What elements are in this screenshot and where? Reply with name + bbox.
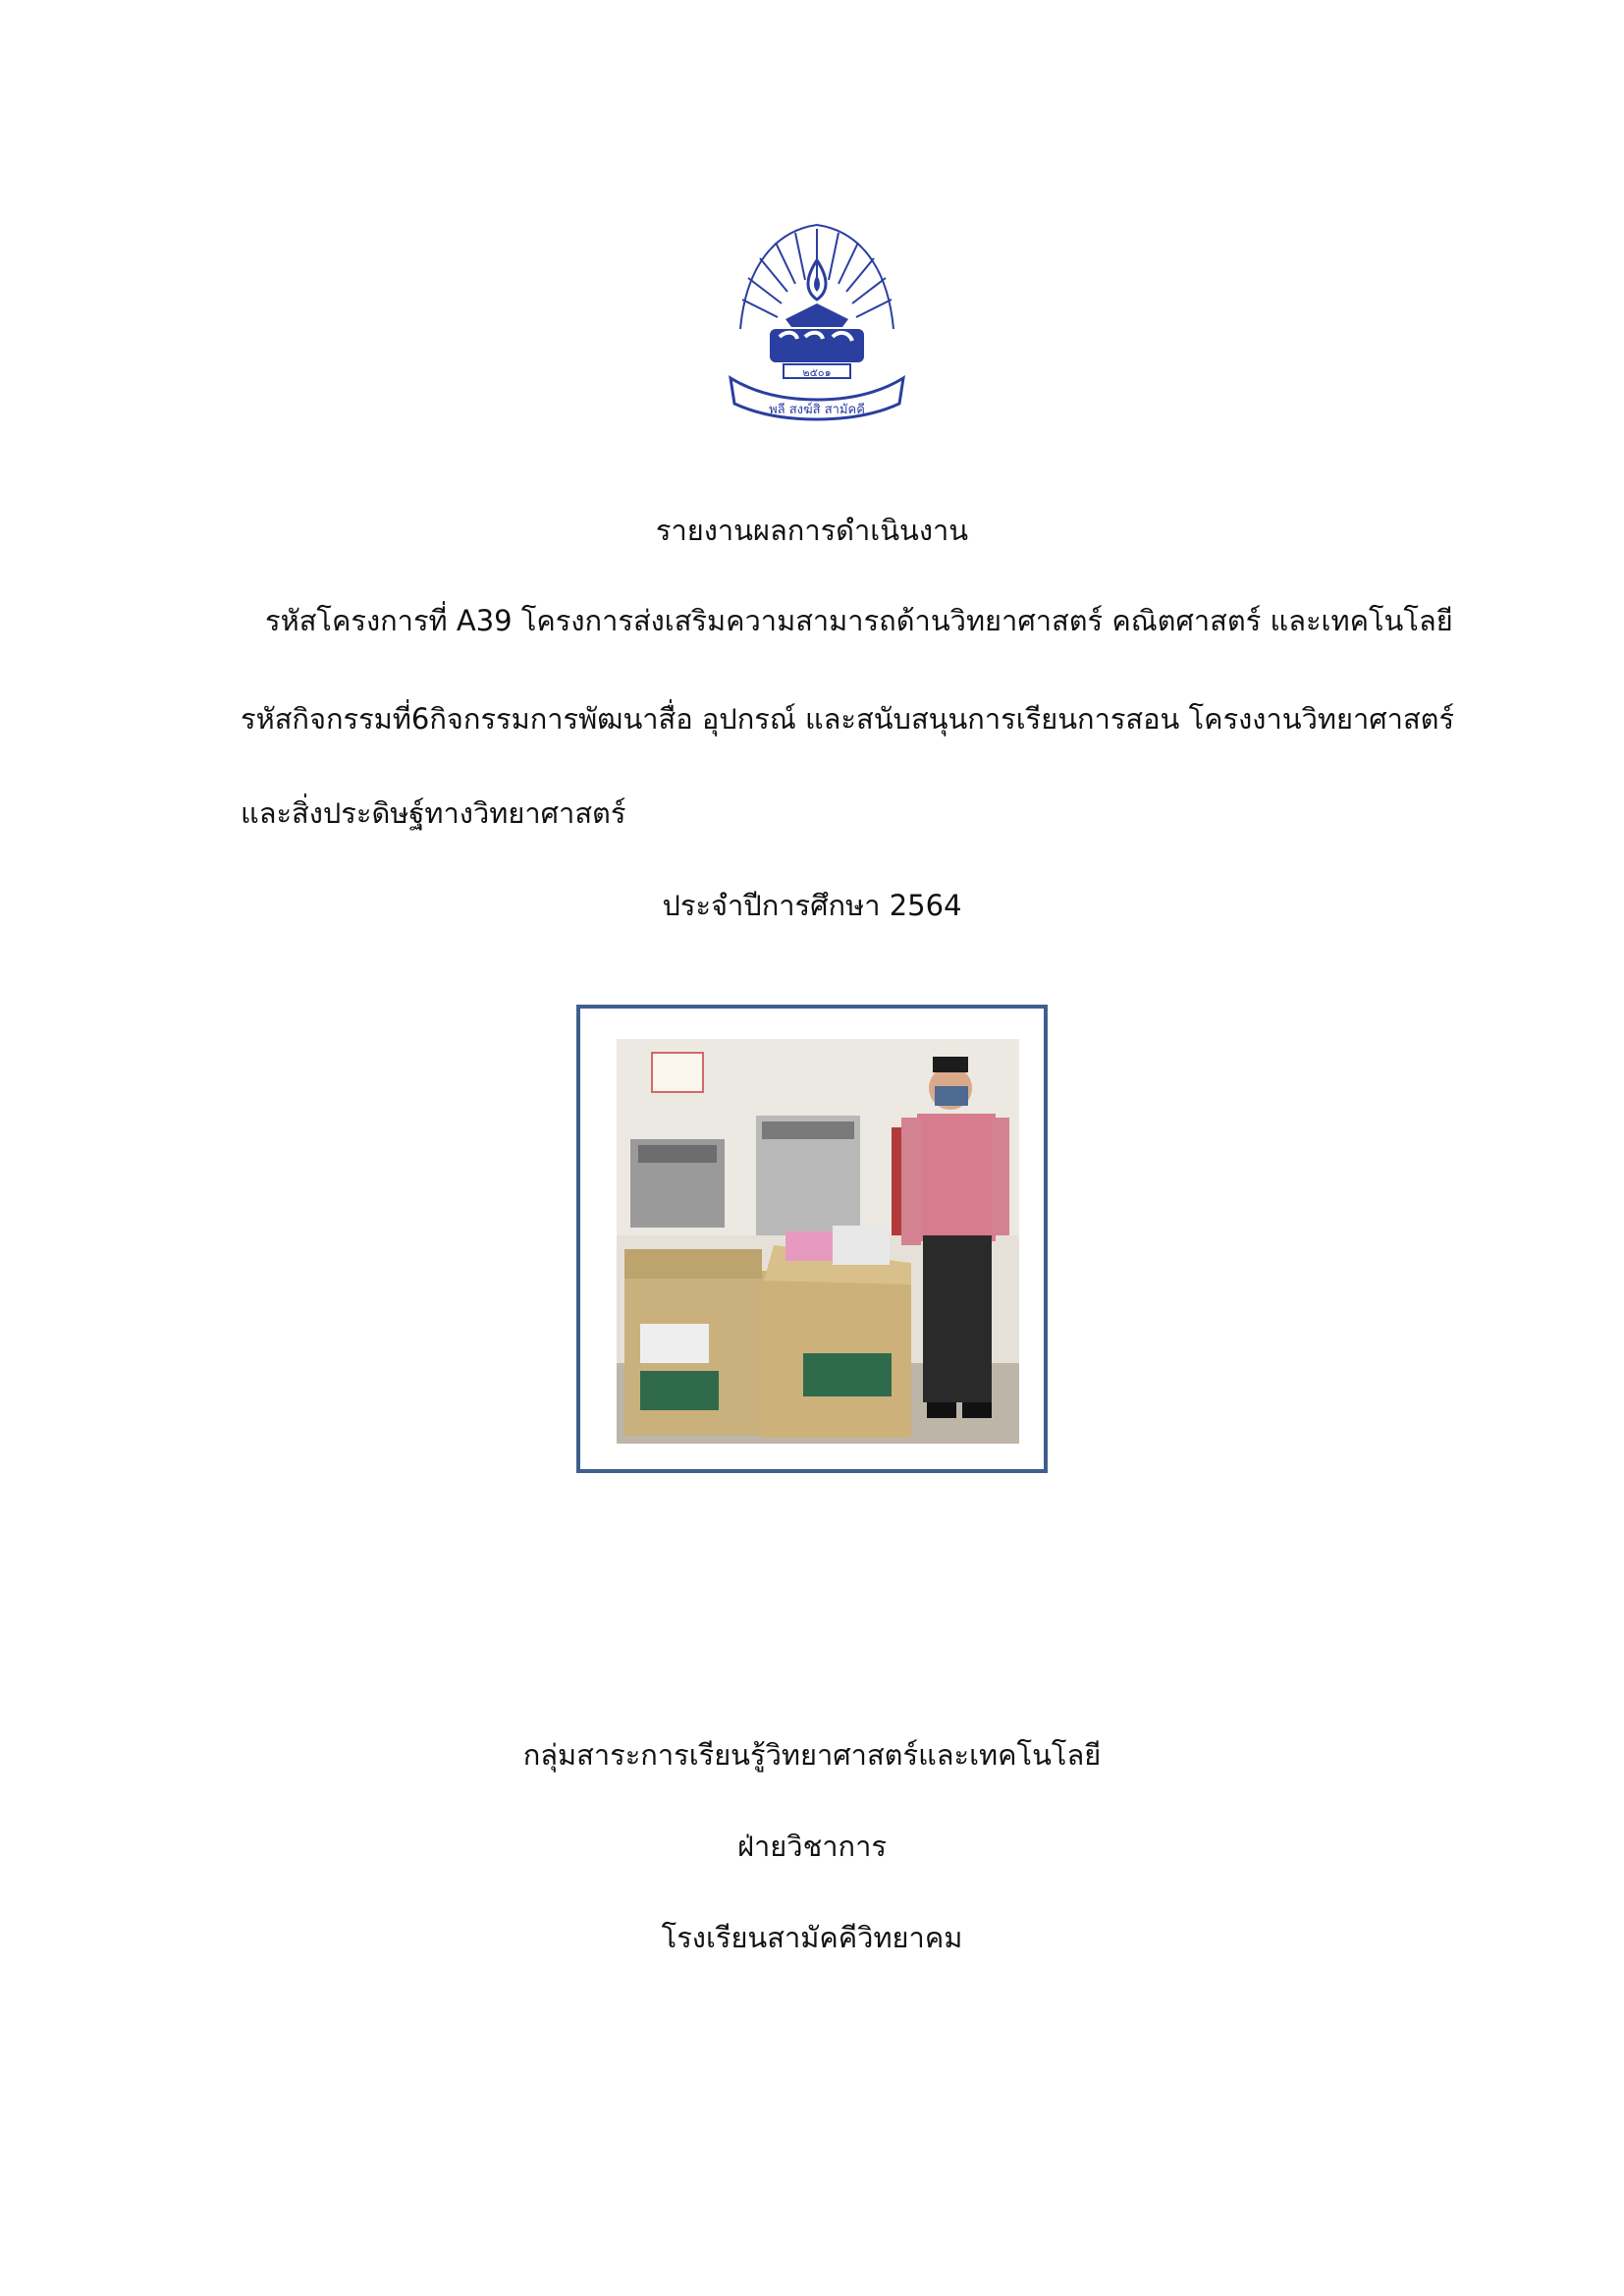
activity-code-line-1: รหัสกิจกรรมที่6กิจกรรมการพัฒนาสื่อ อุปกรณ์ และสนับสนุนการเรียนการสอน โครงงานวิทยาศาสตร์ [241,702,1455,736]
academic-year-line: ประจำปีการศึกษา 2564 [662,889,962,922]
department-name: กลุ่มสาระการเรียนรู้วิทยาศาสตร์และเทคโนโลยี [522,1738,1102,1772]
division-name: ฝ่ายวิชาการ [737,1830,887,1863]
school-name: โรงเรียนสามัคคีวิทยาคม [661,1921,963,1954]
activity-code-line-2: และสิ่งประดิษฐ์ทางวิทยาศาสตร์ [241,796,626,830]
school-emblem-icon [727,221,908,422]
project-code-line: รหัสโครงการที่ A39 โครงการส่งเสริมความสามารถด้านวิทยาศาสตร์ คณิตศาสตร์ และเทคโนโลยี [265,604,1453,637]
photo-frame [576,1005,1048,1473]
svg-text:๒๕๐๑: ๒๕๐๑ [802,366,832,379]
report-title: รายงานผลการดำเนินงาน [655,514,969,547]
svg-text:พลี สงฆ์สิ สามัคคี: พลี สงฆ์สิ สามัคคี [769,403,865,417]
teacher-with-boxes-photo [617,1039,1019,1444]
